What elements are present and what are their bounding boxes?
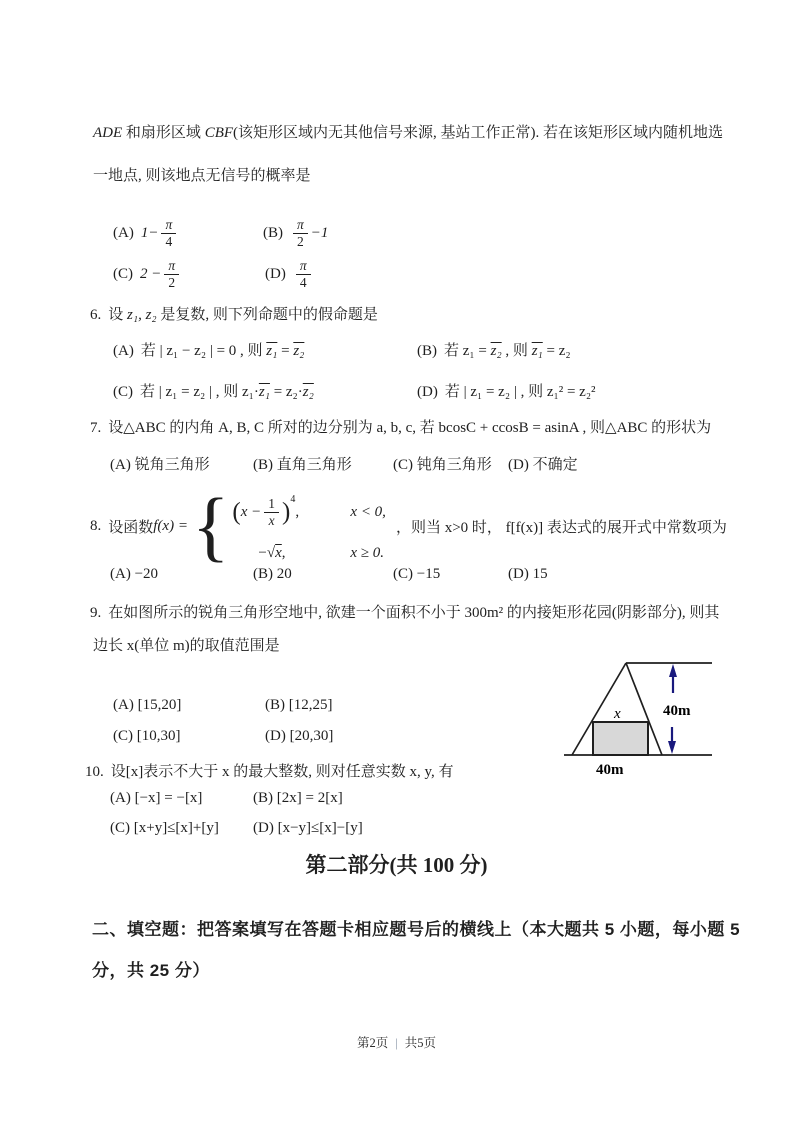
total-pages: 共5页 xyxy=(404,1036,437,1050)
option-label: (C) xyxy=(113,266,133,282)
q10-option-c: (C) [x+y]≤[x]+[y] xyxy=(110,820,219,836)
q8-option-c: (C) −15 xyxy=(393,566,441,582)
q7-option-c: (C) 钝角三角形 xyxy=(393,457,492,473)
q7-option-d: (D) 不确定 xyxy=(508,457,578,473)
stem-text: 是复数, 则下列命题中的假命题是 xyxy=(156,307,378,323)
exponent: 4 xyxy=(290,494,296,505)
option-label: (D) xyxy=(417,384,438,400)
stem-text: ，则当 x>0 时， f[f(x)] 表达式的展开式中常数项为 xyxy=(395,519,727,536)
conjugate-z1: z₁ xyxy=(266,343,278,359)
math-text: 2 − xyxy=(140,266,162,282)
q8-option-d: (D) 15 xyxy=(508,566,548,582)
option-label: (A) xyxy=(113,343,134,359)
footer-separator: | xyxy=(395,1036,398,1050)
option-label: (C) xyxy=(113,384,133,400)
q9-option-a: (A) [15,20] xyxy=(113,697,182,713)
conjugate-z2: z₂ xyxy=(293,343,305,359)
radicand: x xyxy=(275,544,282,561)
q10-option-b: (B) [2x] = 2[x] xyxy=(253,790,343,806)
stem-text: 设函数 xyxy=(108,519,154,536)
page-number: 第2页 xyxy=(356,1036,389,1050)
question-number: 9. xyxy=(90,605,102,621)
question-number: 7. xyxy=(90,420,102,436)
q10-option-a: (A) [−x] = −[x] xyxy=(110,790,203,806)
q8-option-b: (B) 20 xyxy=(253,566,292,582)
math-text: 若 z₁ = xyxy=(444,343,491,359)
inscribed-rectangle xyxy=(593,722,648,755)
stem-text: 设[x]表示不大于 x 的最大整数, 则对任意实数 x, y, 有 xyxy=(110,764,454,780)
q10-option-d: (D) [x−y]≤[x]−[y] xyxy=(253,820,363,836)
conjugate-z2: z₂ xyxy=(302,384,314,400)
q7-stem xyxy=(90,416,711,437)
conjugate-z2: z₂ xyxy=(490,343,502,359)
math-text: 1− xyxy=(140,225,159,241)
q6-option-c xyxy=(113,380,314,401)
conjugate-z1: z₁ xyxy=(531,343,543,359)
math-text: , 则 xyxy=(501,343,532,359)
down-arrow-head-icon xyxy=(668,741,676,754)
question-number: 6. xyxy=(90,307,102,323)
case-1-expression: (x − $\frac{1}{x}$ )$^4$, xyxy=(232,494,300,529)
fraction: $\frac{\pi}{4}$ xyxy=(161,218,176,249)
math-text: 若 | z₁ − z₂ | = 0 , 则 xyxy=(140,343,267,359)
stem-text: (该矩形区域内无其他信号来源, 基站工作正常). 若在该矩形区域内随机地选 xyxy=(233,125,724,141)
math-text: 若 | z₁ = z₂ | , 则 z₁· xyxy=(140,384,259,400)
q10-stem xyxy=(85,760,454,781)
fill-in-instructions-line2: 分，共 25 分） xyxy=(92,961,210,980)
question-number: 8. xyxy=(90,517,102,534)
part2-heading: 第二部分(共 100 分) xyxy=(305,853,488,877)
q9-stem-line1 xyxy=(90,601,719,622)
math-text: f(x) = xyxy=(153,517,188,534)
case-2-expression: −√x, xyxy=(258,544,286,561)
option-label: (A) xyxy=(113,225,134,241)
q5-option-d xyxy=(265,255,314,293)
fraction: $\frac{\pi}{4}$ xyxy=(296,259,311,290)
stem-text: 在如图所示的锐角三角形空地中, 欲建一个面积不小于 300m² 的内接矩形花园(阴影部分), 则其 xyxy=(108,605,720,621)
q5-option-c xyxy=(113,255,182,293)
math-text: 若 | z₁ = z₂ | , 则 z₁² = z₂² xyxy=(444,384,596,400)
triangle-figure xyxy=(556,649,718,781)
case-1 xyxy=(232,480,386,533)
q8-option-a: (A) −20 xyxy=(110,566,159,582)
rectangle-width-label: x xyxy=(614,706,621,722)
option-label: (D) xyxy=(265,266,286,282)
q6-stem xyxy=(90,303,378,324)
q7-option-a: (A) 锐角三角形 xyxy=(110,457,210,473)
region-ade-label: ADE xyxy=(93,125,123,141)
math-text: = z₂· xyxy=(269,384,303,400)
q5-option-a xyxy=(113,214,179,252)
q6-option-b xyxy=(417,339,571,360)
case-2-condition: x ≥ 0. xyxy=(350,544,385,561)
fraction: $\frac{1}{x}$ xyxy=(264,497,279,528)
math-text: = z₂ xyxy=(542,343,571,359)
height-dimension-label: 40m xyxy=(663,703,691,719)
fill-in-instructions-line1: 二、填空题：把答案填写在答题卡相应题号后的横线上（本大题共 5 小题，每小题 5 xyxy=(92,920,741,939)
case-1-condition: x < 0, xyxy=(350,504,386,520)
q5-stem-line2: 一地点, 则该地点无信号的概率是 xyxy=(93,168,311,184)
option-label: (B) xyxy=(263,225,283,241)
math-text: −1 xyxy=(310,225,329,241)
math-text: z₁, z₂ xyxy=(127,307,157,323)
question-number: 10. xyxy=(85,764,104,780)
stem-text: 设 xyxy=(108,307,128,323)
math-text: = xyxy=(277,343,294,359)
piecewise-cases xyxy=(232,480,386,573)
option-label: (B) xyxy=(417,343,437,359)
q5-stem-line1 xyxy=(93,121,723,142)
q6-option-a xyxy=(113,339,304,360)
conjugate-z1: z₁ xyxy=(258,384,270,400)
q9-option-c: (C) [10,30] xyxy=(113,728,181,744)
fraction: $\frac{\pi}{2}$ xyxy=(164,259,179,290)
fraction: $\frac{\pi}{2}$ xyxy=(293,218,308,249)
piecewise-brace: { xyxy=(191,482,230,570)
region-cbf-label: CBF xyxy=(204,125,234,141)
q8-stem xyxy=(90,480,727,573)
stem-text: 和扇形区域 xyxy=(122,125,205,141)
q7-option-b: (B) 直角三角形 xyxy=(253,457,352,473)
q6-option-d xyxy=(417,380,596,401)
q9-option-d: (D) [20,30] xyxy=(265,728,334,744)
q5-option-b xyxy=(263,214,328,252)
stem-text: 设△ABC 的内角 A, B, C 所对的边分别为 a, b, c, 若 bcosC + ccosB = asinA , 则△ABC 的形状为 xyxy=(108,420,712,436)
q9-option-b: (B) [12,25] xyxy=(265,697,333,713)
page-footer xyxy=(0,1033,793,1051)
q9-stem-line2: 边长 x(单位 m)的取值范围是 xyxy=(93,638,280,654)
base-dimension-label: 40m xyxy=(596,762,624,778)
up-arrow-head-icon xyxy=(669,664,677,677)
